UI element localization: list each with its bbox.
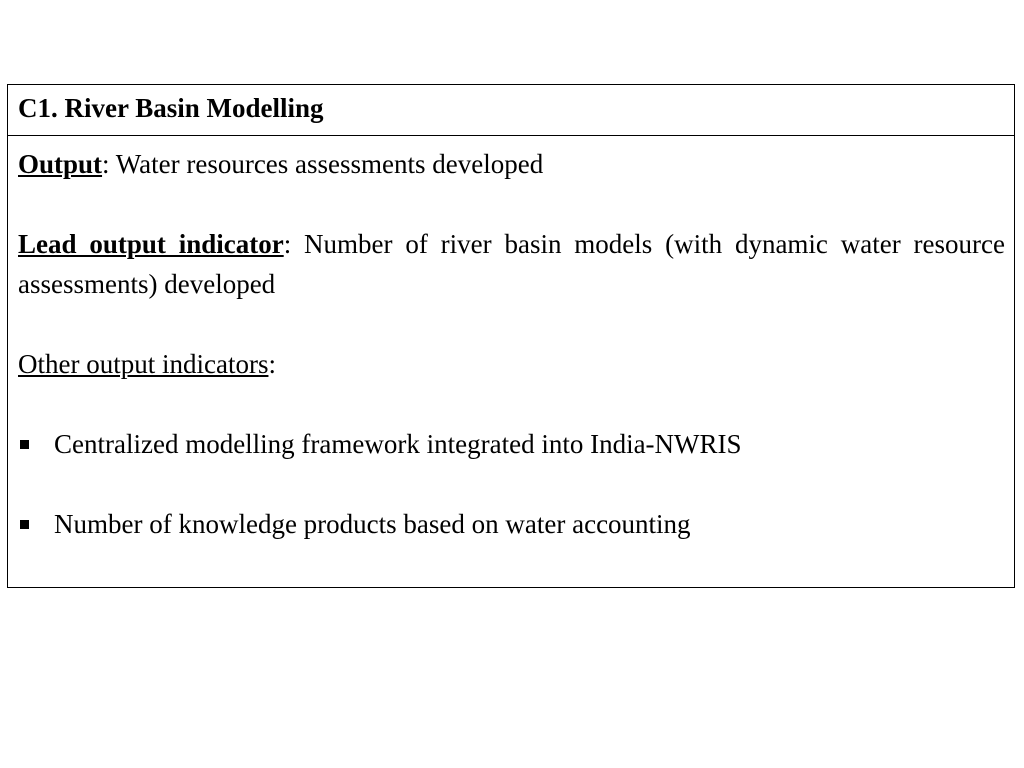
list-item — [18, 424, 1005, 464]
spacer — [18, 184, 1005, 224]
content-box — [7, 84, 1015, 588]
list-item-text: Number of knowledge products based on water accounting — [54, 509, 691, 539]
box-title: C1. River Basin Modelling — [8, 85, 1014, 136]
lead-indicator-paragraph — [18, 224, 1005, 304]
lead-indicator-text: : Number of river basin models (with dynamic water resource assessments) developed — [18, 229, 1005, 299]
lead-indicator-label: Lead output indicator — [18, 229, 284, 259]
box-body — [8, 136, 1014, 544]
square-bullet-icon — [18, 504, 54, 544]
spacer — [18, 304, 1005, 344]
other-indicators-label: Other output indicators — [18, 349, 269, 379]
output-line — [18, 144, 1005, 184]
list-item — [18, 504, 1005, 544]
other-indicators-colon: : — [268, 349, 276, 379]
other-indicators-heading — [18, 344, 1005, 384]
output-label: Output — [18, 149, 103, 179]
spacer — [18, 464, 1005, 504]
square-bullet-icon — [18, 424, 54, 464]
output-text: : Water resources assessments developed — [102, 149, 544, 179]
list-item-text: Centralized modelling framework integrated into India-NWRIS — [54, 429, 742, 459]
spacer — [18, 384, 1005, 424]
